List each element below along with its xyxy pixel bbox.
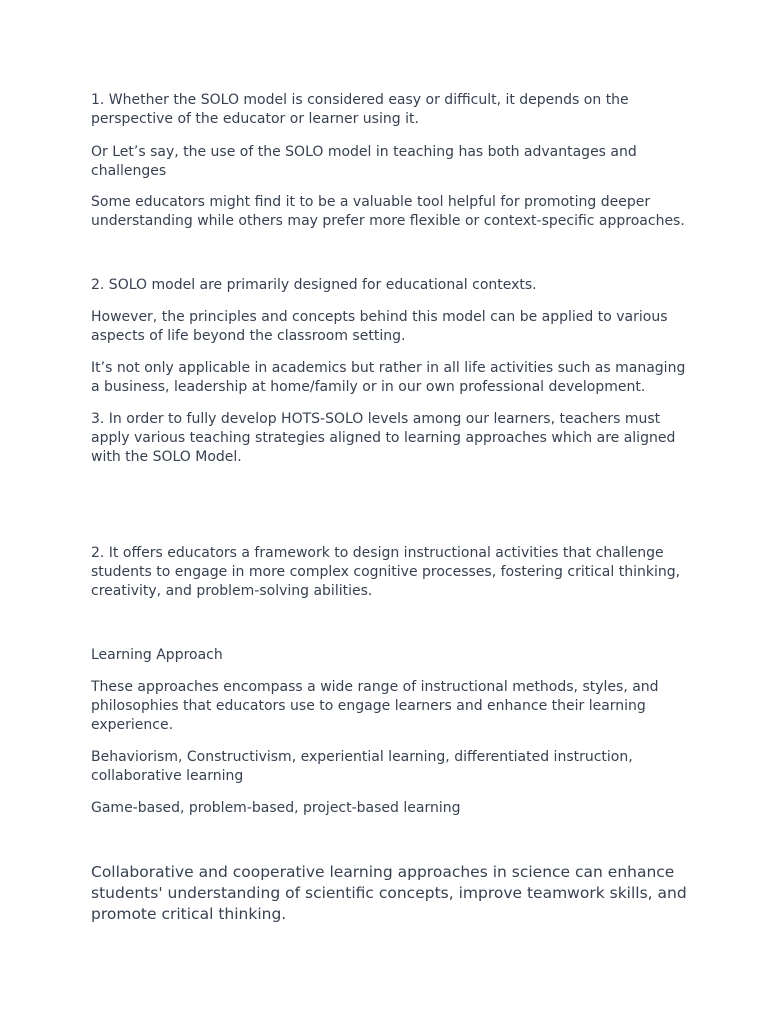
paragraph-hots-solo: 3. In order to fully develop HOTS-SOLO levels among our learners, teachers must apply various teaching strategies aligned to learning approaches which are aligned with the SOLO Model. [91,411,676,465]
paragraph-life-activities: It’s not only applicable in academics but rather in all life activities such as managing a business, leadership at home/family or in our own professional development. [91,360,686,395]
paragraph-framework: 2. It offers educators a framework to design instructional activities that challenge students to engage in more complex cognitive processes, fostering critical thinking, creativity, and problem-solving abilities. [91,545,681,599]
heading-learning-approach: Learning Approach [91,647,223,663]
paragraph-approach-list: Behaviorism, Constructivism, experiential learning, differentiated instruction, collaborative learning [91,749,633,784]
paragraph-beyond-classroom: However, the principles and concepts behind this model can be applied to various aspects of life beyond the classroom setting. [91,309,668,344]
paragraph-educator-views: Some educators might find it to be a valuable tool helpful for promoting deeper understanding while others may prefer more flexible or context-specific approaches. [91,194,685,229]
paragraph-solo-perspective: 1. Whether the SOLO model is considered easy or difficult, it depends on the perspective of the educator or learner using it. [91,92,629,127]
paragraph-collaborative-learning: Collaborative and cooperative learning approaches in science can enhance students' understanding of scientific concepts, improve teamwork skills, and promote critical thinking. [91,863,687,923]
paragraph-approaches-description: These approaches encompass a wide range of instructional methods, styles, and philosophies that educators use to engage learners and enhance their learning experience. [91,679,659,733]
paragraph-game-problem-project: Game-based, problem-based, project-based learning [91,800,461,816]
paragraph-educational-contexts: 2. SOLO model are primarily designed for educational contexts. [91,277,537,293]
paragraph-advantages-challenges: Or Let’s say, the use of the SOLO model in teaching has both advantages and challenges [91,144,637,179]
